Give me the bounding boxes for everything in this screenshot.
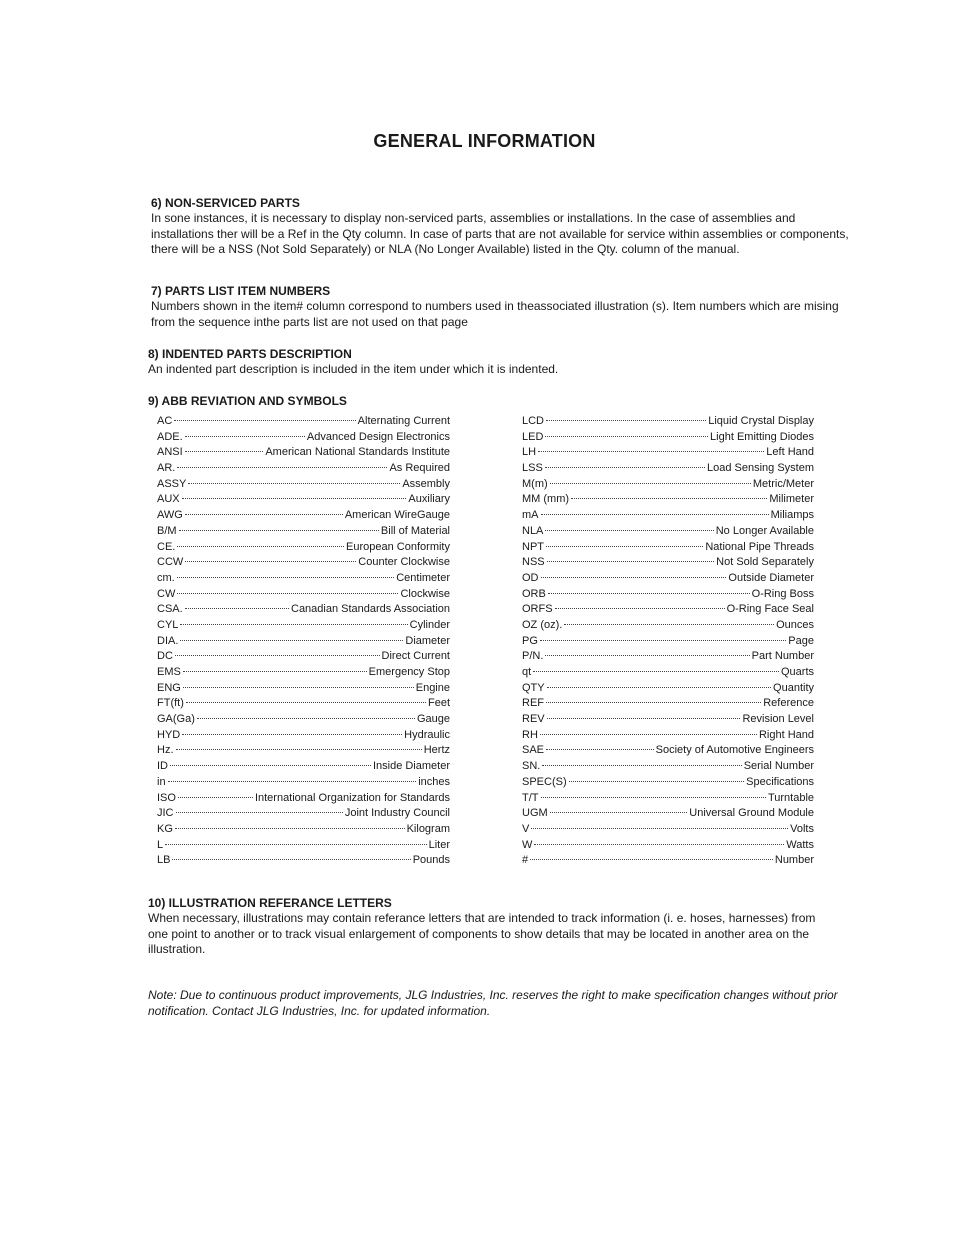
abbreviation-row — [522, 431, 814, 447]
abbreviation-meaning: Turntable — [767, 791, 814, 804]
abbreviation-row — [157, 744, 450, 760]
abbreviation-code: B/M — [157, 524, 177, 537]
abbreviation-row — [522, 839, 814, 855]
abbreviation-meaning: Page — [788, 634, 814, 647]
dot-leader — [530, 859, 773, 860]
abbreviation-row — [157, 635, 450, 651]
abbreviation-row — [522, 541, 814, 557]
abbreviation-row — [522, 776, 814, 792]
abbreviation-code: CYL — [157, 618, 179, 631]
abbreviation-code: ANSI — [157, 446, 183, 459]
abbreviation-meaning: Liquid Crystal Display — [708, 415, 814, 427]
abbreviation-meaning: European Conformity — [346, 540, 450, 553]
section-parts-list-item-numbers — [151, 284, 851, 330]
abbreviation-meaning: Revision Level — [742, 713, 814, 726]
dot-leader — [569, 781, 745, 782]
abbreviation-meaning: National Pipe Threads — [705, 540, 814, 553]
dot-leader — [547, 718, 741, 719]
abbreviation-code: LSS — [522, 462, 543, 475]
page-title: GENERAL INFORMATION — [373, 131, 596, 151]
abbreviation-code: ENG — [157, 681, 181, 694]
abbreviation-code: CSA. — [157, 603, 183, 616]
abbreviation-meaning: Bill of Material — [380, 524, 450, 537]
abbreviation-code: RH — [522, 728, 538, 741]
abbreviation-row — [157, 509, 450, 525]
abbreviation-row — [157, 823, 450, 839]
dot-leader — [183, 687, 414, 688]
dot-leader — [177, 593, 398, 594]
abbreviation-row — [157, 525, 450, 541]
dot-leader — [571, 498, 767, 499]
dot-leader — [183, 671, 367, 672]
dot-leader — [547, 561, 715, 562]
abbreviation-row — [522, 588, 814, 604]
abbreviation-code: Hz. — [157, 744, 174, 757]
dot-leader — [176, 749, 422, 750]
abbreviation-meaning: Feet — [427, 697, 450, 710]
abbreviation-meaning: Ounces — [776, 618, 814, 631]
abbreviation-code: # — [522, 854, 529, 867]
abbreviation-code: T/T — [522, 791, 539, 804]
abbreviation-code: NSS — [522, 556, 545, 569]
abbreviation-row — [157, 839, 450, 855]
dot-leader — [165, 844, 426, 845]
dot-leader — [176, 812, 343, 813]
dot-leader — [555, 608, 725, 609]
abbreviation-row — [522, 823, 814, 839]
abbreviation-meaning: O-Ring Boss — [751, 587, 814, 600]
section-heading: 10) ILLUSTRATION REFERANCE LETTERS — [148, 896, 392, 910]
abbreviation-row — [157, 556, 450, 572]
dot-leader — [541, 577, 727, 578]
dot-leader — [182, 498, 407, 499]
abbreviation-code: ISO — [157, 791, 176, 804]
abbreviation-row — [157, 619, 450, 635]
abbreviation-meaning: Miliamps — [770, 509, 814, 522]
abbreviation-code: DC — [157, 650, 173, 663]
abbreviation-code: NPT — [522, 540, 544, 553]
abbreviation-code: SN. — [522, 760, 541, 773]
dot-leader — [168, 781, 417, 782]
note-text: Note: Due to continuous product improvements, JLG Industries, Inc. reserves the right to make specification changes without prior notification. Contact JLG Industries, Inc. for updated information. — [148, 988, 838, 1018]
abbreviation-meaning: Direct Current — [381, 650, 450, 663]
abbreviation-code: SAE — [522, 744, 545, 757]
abbreviation-meaning: As Required — [389, 462, 450, 475]
dot-leader — [185, 514, 343, 515]
abbreviation-row — [157, 588, 450, 604]
abbreviation-row — [157, 478, 450, 494]
abbreviation-meaning: Light Emitting Diodes — [710, 430, 814, 443]
abbreviation-row — [522, 415, 814, 431]
abbreviation-code: SPEC(S) — [522, 775, 567, 788]
abbreviation-meaning: Right Hand — [758, 728, 814, 741]
abbreviation-row — [157, 493, 450, 509]
abbreviation-row — [157, 760, 450, 776]
abbreviation-row — [522, 509, 814, 525]
dot-leader — [538, 451, 764, 452]
dot-leader — [533, 671, 779, 672]
abbreviation-code: KG — [157, 822, 173, 835]
abbreviation-code: DIA. — [157, 634, 179, 647]
abbreviation-code: EMS — [157, 666, 181, 678]
dot-leader — [174, 420, 355, 421]
abbreviation-meaning: Auxiliary — [408, 493, 450, 506]
abbreviation-row — [157, 697, 450, 713]
dot-leader — [177, 467, 387, 468]
abbreviation-row — [522, 493, 814, 509]
abbreviation-list-left — [157, 415, 450, 870]
abbreviation-row — [522, 666, 814, 682]
abbreviation-code: LED — [522, 430, 544, 443]
abbreviation-code: FT(ft) — [157, 697, 184, 710]
section-abbreviations — [148, 394, 848, 409]
abbreviation-meaning: Society of Automotive Engineers — [655, 744, 814, 757]
abbreviation-code: MM (mm) — [522, 493, 570, 506]
abbreviation-meaning: O-Ring Face Seal — [726, 603, 814, 616]
abbreviation-row — [157, 572, 450, 588]
abbreviation-meaning: Advanced Design Electronics — [306, 430, 450, 443]
dot-leader — [177, 546, 344, 547]
section-body: An indented part description is included in the item under which it is indented. — [148, 362, 559, 376]
abbreviation-row — [157, 776, 450, 792]
dot-leader — [185, 608, 289, 609]
abbreviation-meaning: Liter — [428, 838, 450, 851]
abbreviation-code: OD — [522, 571, 539, 584]
abbreviation-row — [157, 666, 450, 682]
dot-leader — [534, 844, 784, 845]
dot-leader — [175, 828, 405, 829]
abbreviation-code: LH — [522, 446, 537, 459]
abbreviation-code: ORFS — [522, 603, 553, 616]
abbreviation-code: ASSY — [157, 477, 187, 490]
abbreviation-code: cm. — [157, 571, 175, 584]
abbreviation-meaning: Hertz — [423, 744, 450, 757]
dot-leader — [547, 687, 771, 688]
abbreviation-meaning: Joint Industry Council — [344, 807, 450, 820]
abbreviation-row — [522, 446, 814, 462]
dot-leader — [178, 797, 253, 798]
dot-leader — [546, 749, 654, 750]
abbreviation-code: AR. — [157, 462, 176, 475]
dot-leader — [531, 828, 788, 829]
dot-leader — [186, 702, 426, 703]
dot-leader — [541, 797, 766, 798]
abbreviation-code: AUX — [157, 493, 180, 506]
dot-leader — [546, 702, 761, 703]
abbreviation-row — [157, 650, 450, 666]
abbreviation-meaning: Pounds — [412, 854, 450, 867]
abbreviation-row — [157, 807, 450, 823]
dot-leader — [179, 530, 379, 531]
dot-leader — [545, 467, 705, 468]
abbreviation-meaning: Assembly — [402, 477, 450, 490]
section-non-serviced-parts — [151, 196, 851, 258]
abbreviation-row — [522, 682, 814, 698]
abbreviation-code: W — [522, 838, 533, 851]
abbreviation-code: ORB — [522, 587, 546, 600]
abbreviation-list-right — [522, 415, 814, 870]
abbreviation-row — [522, 729, 814, 745]
dot-leader — [545, 436, 708, 437]
abbreviation-meaning: No Longer Available — [715, 524, 814, 537]
abbreviation-meaning: Outside Diameter — [728, 571, 814, 584]
dot-leader — [540, 734, 757, 735]
abbreviation-code: CE. — [157, 540, 176, 553]
dot-leader — [564, 624, 774, 625]
abbreviation-code: M(m) — [522, 477, 548, 490]
abbreviation-row — [157, 682, 450, 698]
abbreviation-meaning: Hydraulic — [404, 728, 450, 741]
abbreviation-meaning: Milimeter — [769, 493, 814, 506]
abbreviation-code: CW — [157, 587, 176, 600]
dot-leader — [177, 577, 394, 578]
abbreviation-code: NLA — [522, 524, 544, 537]
section-heading: 7) PARTS LIST ITEM NUMBERS — [151, 284, 331, 298]
dot-leader — [545, 655, 749, 656]
abbreviation-code: GA(Ga) — [157, 713, 195, 726]
abbreviation-row — [522, 572, 814, 588]
dot-leader — [545, 530, 713, 531]
abbreviation-row — [522, 603, 814, 619]
dot-leader — [185, 451, 264, 452]
abbreviation-row — [157, 462, 450, 478]
abbreviation-code: LCD — [522, 415, 545, 427]
abbreviation-row — [522, 478, 814, 494]
abbreviation-meaning: Part Number — [751, 650, 814, 663]
dot-leader — [197, 718, 415, 719]
abbreviation-code: OZ (oz). — [522, 618, 563, 631]
abbreviation-meaning: Emergency Stop — [368, 666, 450, 678]
abbreviation-row — [157, 541, 450, 557]
abbreviation-code: P/N. — [522, 650, 544, 663]
abbreviation-meaning: Counter Clockwise — [358, 556, 450, 569]
abbreviation-row — [157, 713, 450, 729]
dot-leader — [541, 514, 769, 515]
abbreviation-meaning: Kilogram — [406, 822, 450, 835]
abbreviation-meaning: Cylinder — [409, 618, 450, 631]
abbreviation-meaning: Quarts — [780, 666, 814, 678]
abbreviation-meaning: Volts — [790, 822, 814, 835]
abbreviation-row — [522, 807, 814, 823]
dot-leader — [188, 483, 400, 484]
abbreviation-code: REV — [522, 713, 545, 726]
dot-leader — [185, 436, 305, 437]
dot-leader — [172, 859, 410, 860]
section-heading: 9) ABB REVIATION AND SYMBOLS — [148, 394, 347, 408]
abbreviation-code: L — [157, 838, 164, 851]
abbreviation-row — [522, 792, 814, 808]
dot-leader — [540, 640, 786, 641]
section-heading: 8) INDENTED PARTS DESCRIPTION — [148, 347, 352, 361]
abbreviation-row — [157, 415, 450, 431]
abbreviation-code: LB — [157, 854, 171, 867]
abbreviation-meaning: Inside Diameter — [372, 760, 450, 773]
dot-leader — [546, 420, 706, 421]
abbreviation-meaning: Metric/Meter — [752, 477, 814, 490]
abbreviation-row — [157, 854, 450, 870]
abbreviation-meaning: American WireGauge — [344, 509, 450, 522]
abbreviation-row — [522, 854, 814, 870]
abbreviation-row — [522, 635, 814, 651]
abbreviation-row — [522, 462, 814, 478]
dot-leader — [180, 624, 407, 625]
abbreviation-row — [522, 619, 814, 635]
abbreviation-meaning: Load Sensing System — [706, 462, 814, 475]
abbreviation-row — [157, 729, 450, 745]
abbreviation-meaning: Left Hand — [766, 446, 814, 459]
abbreviation-row — [522, 713, 814, 729]
abbreviation-row — [522, 650, 814, 666]
abbreviation-code: UGM — [522, 807, 548, 820]
abbreviation-meaning: Engine — [415, 681, 450, 694]
abbreviation-row — [157, 603, 450, 619]
section-heading: 6) NON-SERVICED PARTS — [151, 196, 300, 210]
section-illustration-reference-letters — [148, 896, 838, 958]
abbreviation-row — [157, 446, 450, 462]
section-body: In sone instances, it is necessary to display non-serviced parts, assemblies or installations. In the case of assemblies and installations ther will be a Ref in the Qty column. In case of parts that are not available for service within assemblies or components, there will be a NSS (Not Sold Separately) or NLA (No Longer Available) listed in the Qty. column of the manual. — [151, 211, 849, 257]
abbreviation-code: AWG — [157, 509, 183, 522]
abbreviation-code: QTY — [522, 681, 545, 694]
abbreviation-meaning: Number — [774, 854, 814, 867]
abbreviation-code: V — [522, 822, 530, 835]
abbreviation-code: ADE. — [157, 430, 183, 443]
abbreviation-row — [522, 556, 814, 572]
abbreviation-row — [522, 525, 814, 541]
dot-leader — [550, 483, 751, 484]
abbreviation-code: in — [157, 775, 166, 788]
abbreviation-meaning: Not Sold Separately — [716, 556, 814, 569]
dot-leader — [550, 812, 688, 813]
abbreviation-meaning: Serial Number — [743, 760, 814, 773]
dot-leader — [546, 546, 703, 547]
dot-leader — [175, 655, 380, 656]
section-body: When necessary, illustrations may contain referance letters that are intended to track information (i. e. hoses, harnesses) from one point to another or to track visual enlargement of components to show details that may be located in another area on the illustration. — [148, 911, 816, 957]
abbreviation-meaning: inches — [418, 775, 450, 788]
abbreviation-code: PG — [522, 634, 538, 647]
abbreviation-row — [522, 760, 814, 776]
abbreviation-meaning: Gauge — [416, 713, 450, 726]
abbreviation-code: qt — [522, 666, 532, 678]
abbreviation-meaning: Clockwise — [400, 587, 450, 600]
dot-leader — [542, 765, 741, 766]
abbreviation-code: REF — [522, 697, 544, 710]
abbreviation-meaning: Diameter — [405, 634, 450, 647]
abbreviation-meaning: Specifications — [746, 775, 814, 788]
abbreviation-meaning: Universal Ground Module — [689, 807, 814, 820]
abbreviation-meaning: Alternating Current — [357, 415, 450, 427]
abbreviation-code: AC — [157, 415, 173, 427]
section-body: Numbers shown in the item# column correspond to numbers used in theassociated illustration (s). Item numbers which are mising from the sequence inthe parts list are not used on that page — [151, 299, 839, 329]
abbreviation-meaning: American National Standards Institute — [265, 446, 450, 459]
abbreviation-code: HYD — [157, 728, 181, 741]
abbreviation-row — [157, 431, 450, 447]
abbreviation-row — [522, 697, 814, 713]
dot-leader — [180, 640, 403, 641]
abbreviation-code: JIC — [157, 807, 174, 820]
abbreviation-meaning: Centimeter — [396, 571, 450, 584]
abbreviation-meaning: Quantity — [773, 681, 814, 694]
section-indented-parts-description — [148, 347, 848, 378]
abbreviation-row — [157, 792, 450, 808]
dot-leader — [548, 593, 750, 594]
abbreviation-code: CCW — [157, 556, 184, 569]
dot-leader — [185, 561, 356, 562]
dot-leader — [170, 765, 371, 766]
dot-leader — [182, 734, 402, 735]
abbreviation-code: ID — [157, 760, 168, 773]
abbreviation-meaning: International Organization for Standards — [254, 791, 450, 804]
abbreviation-meaning: Reference — [763, 697, 814, 710]
abbreviation-row — [522, 744, 814, 760]
abbreviation-meaning: Watts — [786, 838, 814, 851]
abbreviation-meaning: Canadian Standards Association — [291, 603, 450, 616]
abbreviation-code: mA — [522, 509, 539, 522]
